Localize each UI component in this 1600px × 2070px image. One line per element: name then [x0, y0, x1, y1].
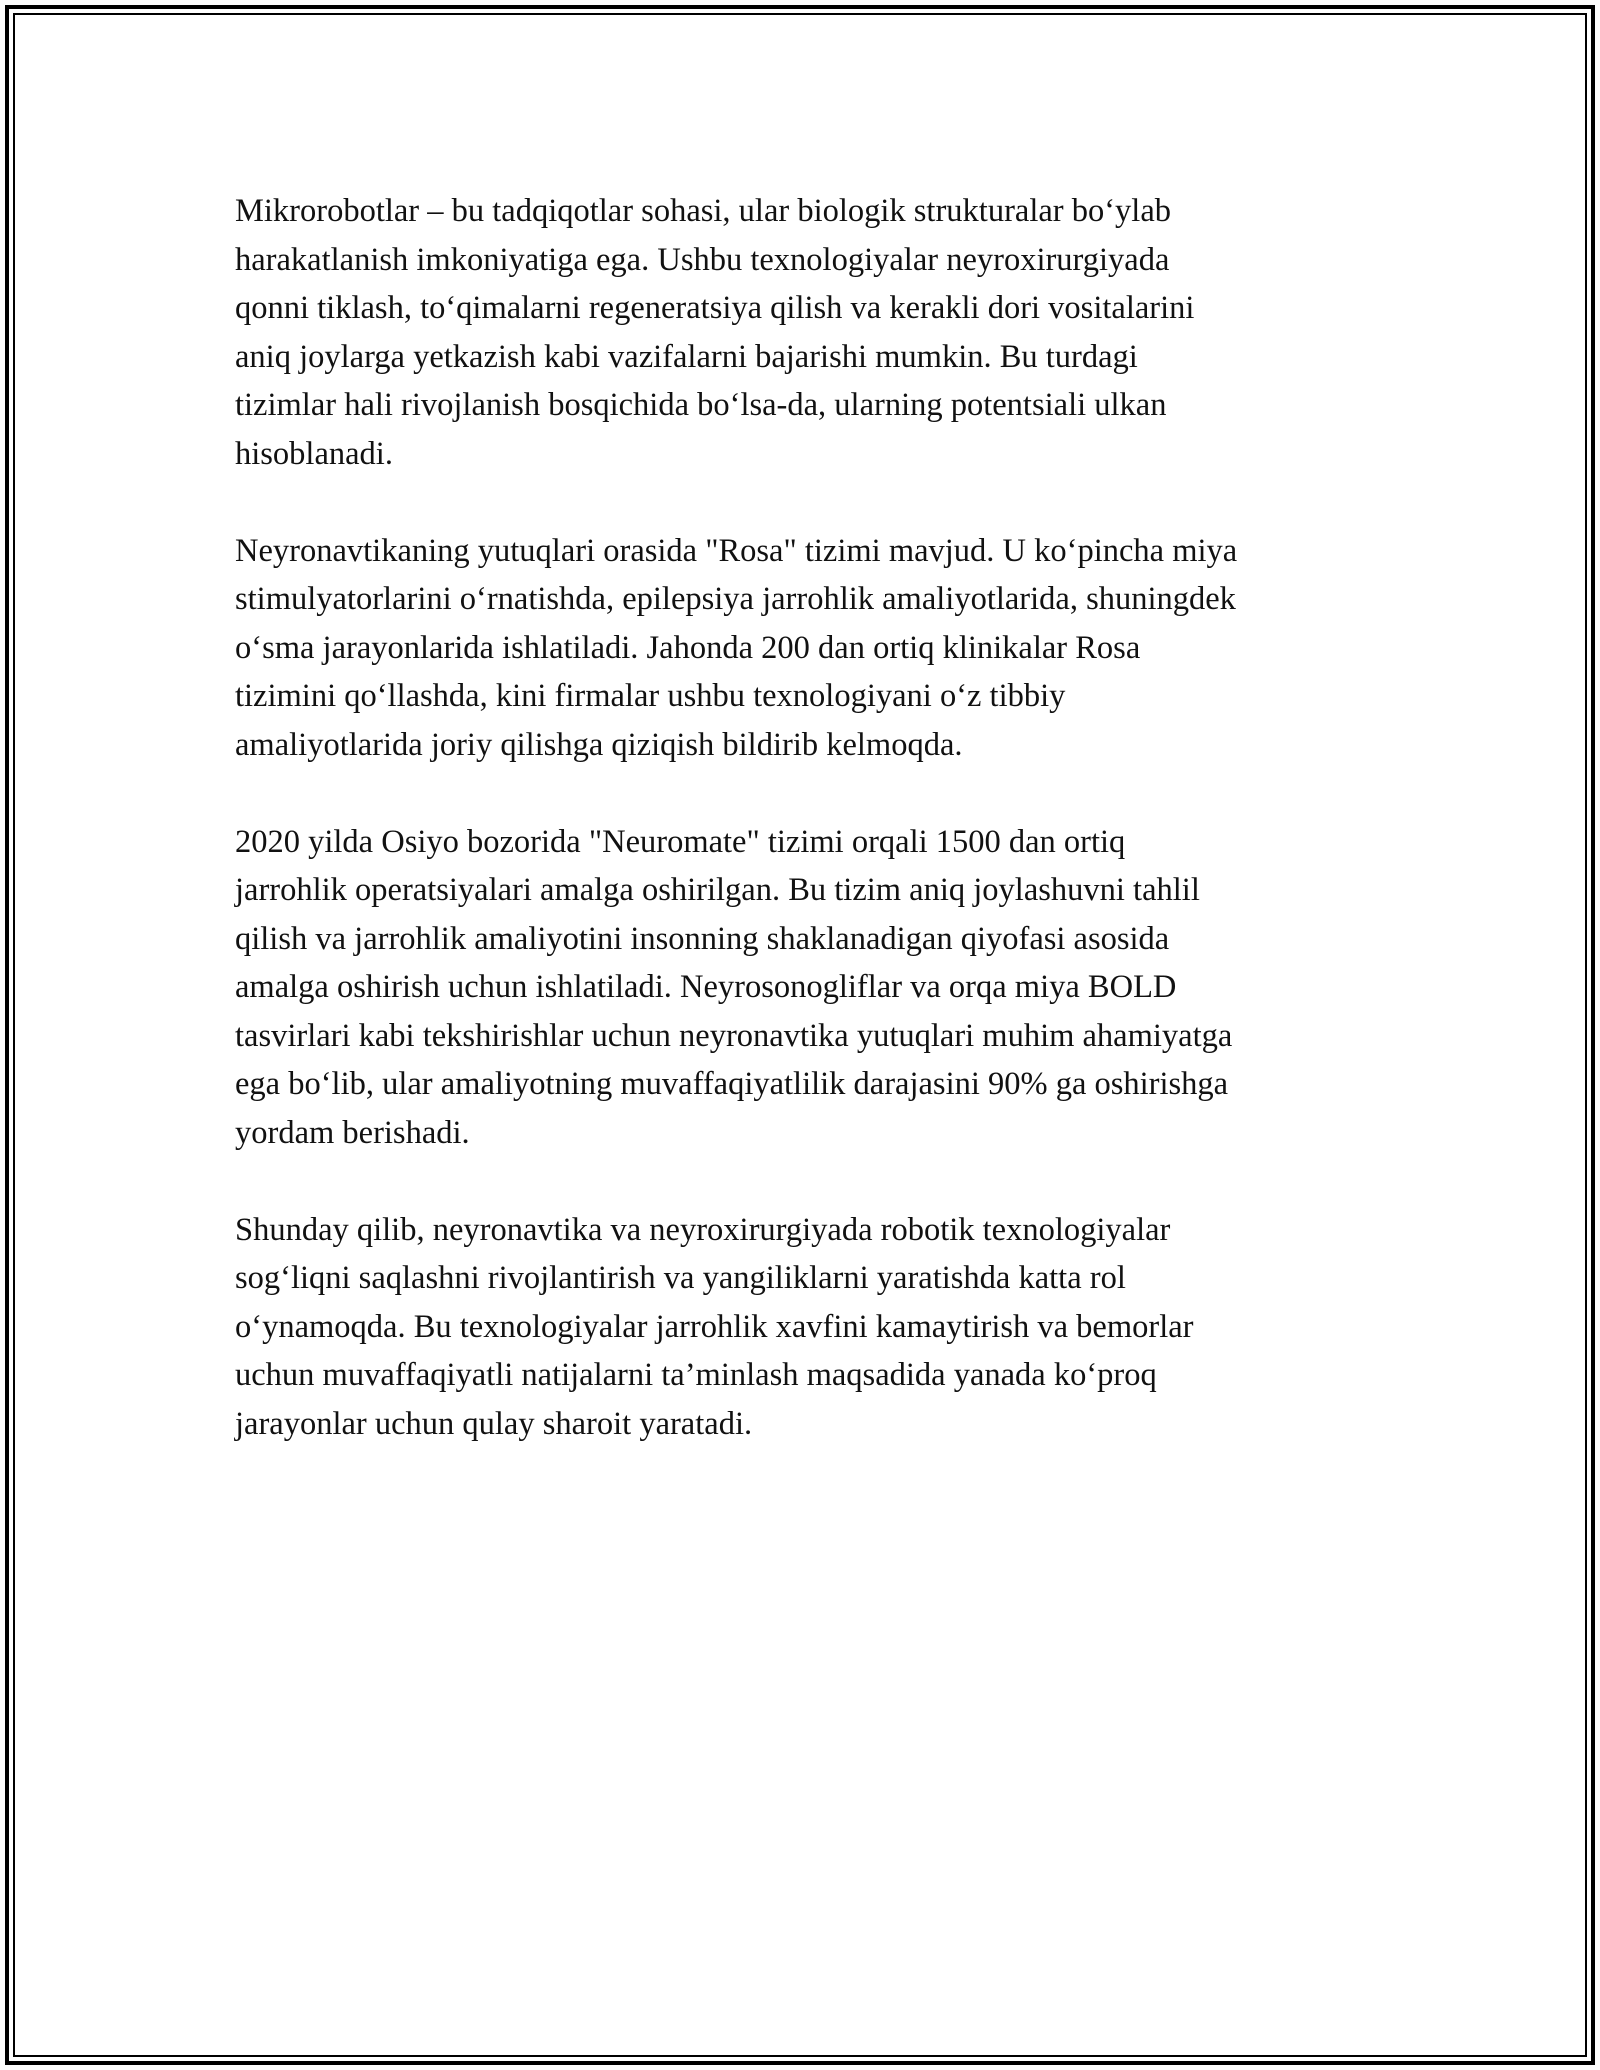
text-line: amalga oshirish uchun ishlatiladi. Neyrosonogliflar va orqa miya BOLD	[235, 969, 1177, 1005]
text-line: o‘ynamoqda. Bu texnologiyalar jarrohlik xavfini kamaytirish va bemorlar	[235, 1308, 1194, 1345]
text-line: sog‘liqni saqlashni rivojlantirish va yangiliklarni yaratishda katta rol	[235, 1260, 1126, 1296]
document-body	[235, 187, 1375, 1497]
paragraph-neuromate-system	[235, 818, 1375, 1158]
text-line: tizimini qo‘llashda, kini firmalar ushbu texnologiyani o‘z tibbiy	[235, 678, 1066, 714]
text-line: harakatlanish imkoniyatiga ega. Ushbu texnologiyalar neyroxirurgiyada	[235, 241, 1170, 278]
text-line: 2020 yilda Osiyo bozorida "Neuromate" tizimi orqali 1500 dan ortiq	[235, 823, 1126, 860]
text-line: jarrohlik operatsiyalari amalga oshirilgan. Bu tizim aniq joylashuvni tahlil	[235, 872, 1200, 908]
text-line: qonni tiklash, to‘qimalarni regeneratsiya qilish va kerakli dori vositalarini	[235, 290, 1195, 326]
paragraph-rosa-system	[235, 527, 1375, 770]
paragraph-conclusion	[235, 1206, 1375, 1449]
text-line: ega bo‘lib, ular amaliyotning muvaffaqiyatlilik darajasini 90% ga oshirishga	[235, 1066, 1229, 1102]
text-line: uchun muvaffaqiyatli natijalarni ta’minlash maqsadida yanada ko‘proq	[235, 1357, 1157, 1393]
text-line: aniq joylarga yetkazish kabi vazifalarni bajarishi mumkin. Bu turdagi	[235, 338, 1138, 375]
text-line: jarayonlar uchun qulay sharoit yaratadi.	[235, 1405, 753, 1442]
paragraph-microrobots	[235, 187, 1375, 478]
text-line: Neyronavtikaning yutuqlari orasida "Rosa" tizimi mavjud. U ko‘pincha miya	[235, 532, 1238, 569]
text-line: hisoblanadi.	[235, 435, 393, 472]
text-line: o‘sma jarayonlarida ishlatiladi. Jahonda 200 dan ortiq klinikalar Rosa	[235, 629, 1141, 666]
text-line: qilish va jarrohlik amaliyotini insonning shaklanadigan qiyofasi asosida	[235, 920, 1170, 957]
text-line: Shunday qilib, neyronavtika va neyroxirurgiyada robotik texnologiyalar	[235, 1211, 1171, 1248]
text-line: tizimlar hali rivojlanish bosqichida bo‘lsa-da, ularning potentsiali ulkan	[235, 387, 1167, 423]
text-line: amaliyotlarida joriy qilishga qiziqish bildirib kelmoqda.	[235, 726, 963, 763]
text-line: stimulyatorlarini o‘rnatishda, epilepsiya jarrohlik amaliyotlarida, shuningdek	[235, 581, 1236, 617]
text-line: yordam berishadi.	[235, 1114, 470, 1151]
text-line: Mikrorobotlar – bu tadqiqotlar sohasi, ular biologik strukturalar bo‘ylab	[235, 193, 1171, 229]
text-line: tasvirlari kabi tekshirishlar uchun neyronavtika yutuqlari muhim ahamiyatga	[235, 1017, 1233, 1054]
